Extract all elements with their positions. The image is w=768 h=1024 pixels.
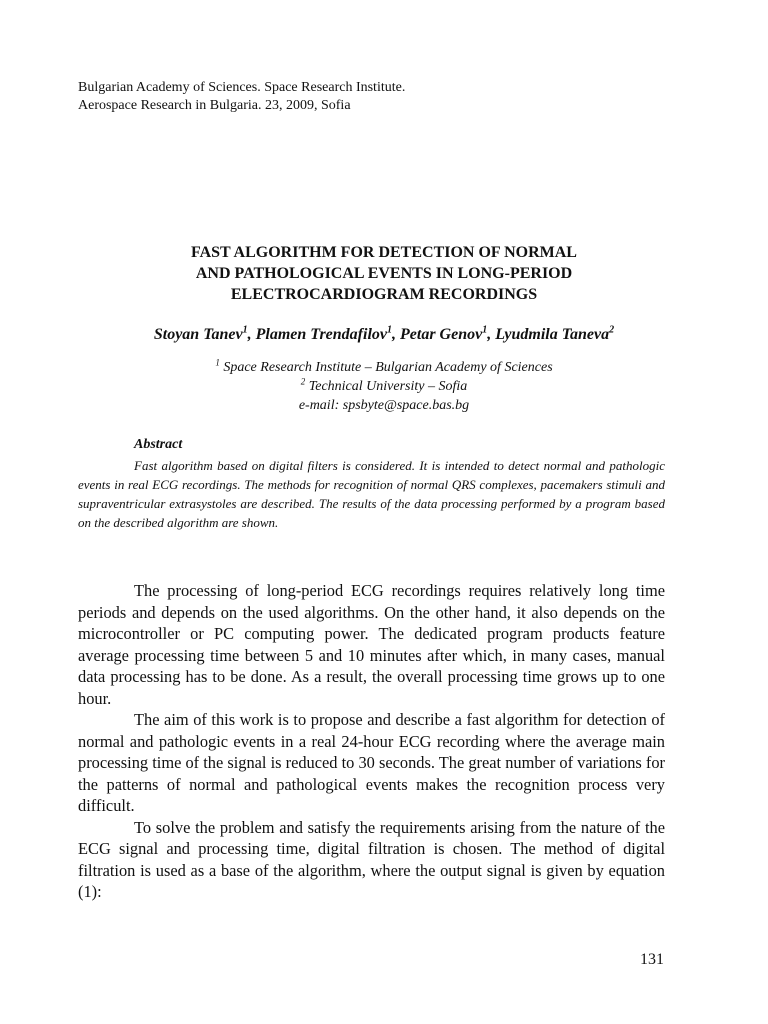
- affiliation-1-text: Space Research Institute – Bulgarian Academy of Sciences: [223, 360, 553, 375]
- paper-title: [78, 242, 690, 305]
- author-affiliation-mark: 1: [482, 324, 488, 336]
- affiliations: [78, 358, 690, 415]
- title-line-1: FAST ALGORITHM FOR DETECTION OF NORMAL: [191, 244, 577, 261]
- body-text: [78, 580, 665, 903]
- abstract-heading: Abstract: [134, 437, 183, 452]
- author-name: Plamen Trendafilov: [255, 326, 387, 343]
- title-line-2: AND PATHOLOGICAL EVENTS IN LONG-PERIOD: [195, 265, 573, 282]
- author-name: Petar Genov: [400, 326, 483, 343]
- header-line-1: Bulgarian Academy of Sciences. Space Research Institute.: [78, 80, 406, 95]
- abstract-text: Fast algorithm based on digital filters is considered. It is intended to detect normal and pathologic events in real ECG recordings. The methods for recognition of normal QRS complexes, pacemakers stimuli and supraventricular extrasystoles are described. The results of the data processing performed by a program based on the described algorithm are shown.: [78, 458, 665, 530]
- author-affiliation-mark: 2: [609, 324, 615, 336]
- affiliation-1: [78, 358, 690, 377]
- title-line-3: ELECTROCARDIOGRAM RECORDINGS: [230, 286, 538, 303]
- contact-email: e-mail: spsbyte@space.bas.bg: [298, 398, 470, 413]
- author-name: Stoyan Tanev: [153, 326, 243, 343]
- page-number: 131: [640, 951, 664, 968]
- affiliation-2-number: 2: [300, 376, 306, 387]
- body-paragraph-2: The aim of this work is to propose and describe a fast algorithm for detection of normal and pathologic events in a real 24-hour ECG recording where the average main processing time of the signal is reduced to 30 seconds. The great number of variations for the patterns of normal and pathological events makes the recognition process very difficult.: [78, 710, 665, 815]
- body-paragraph-1: The processing of long-period ECG recordings requires relatively long time periods and depends on the used algorithms. On the other hand, it also depends on the microcontroller or PC computing power. The dedicated program products feature average processing time between 5 and 10 minutes after which, in many cases, manual data processing has to be done. As a result, the overall processing time grows up to one hour.: [78, 581, 665, 708]
- author-list: Stoyan Tanev$^1$, Plamen Trendafilov$^1$, Petar Genov$^1$, Lyudmila Taneva$^2$: [153, 324, 615, 343]
- author-affiliation-mark: 1: [387, 324, 392, 336]
- header-line-2: Aerospace Research in Bulgaria. 23, 2009, Sofia: [78, 98, 351, 113]
- affiliation-1-number: 1: [215, 357, 220, 368]
- affiliation-2: [78, 377, 690, 396]
- journal-header: [78, 79, 405, 115]
- affiliation-2-text: Technical University – Sofia: [308, 379, 468, 394]
- author-affiliation-mark: 1: [242, 324, 248, 336]
- author-name: Lyudmila Taneva: [495, 326, 610, 343]
- body-paragraph-3: To solve the problem and satisfy the requirements arising from the nature of the ECG signal and processing time, digital filtration is chosen. The method of digital filtration is used as a base of the algorithm, where the output signal is given by equation (1):: [78, 817, 665, 901]
